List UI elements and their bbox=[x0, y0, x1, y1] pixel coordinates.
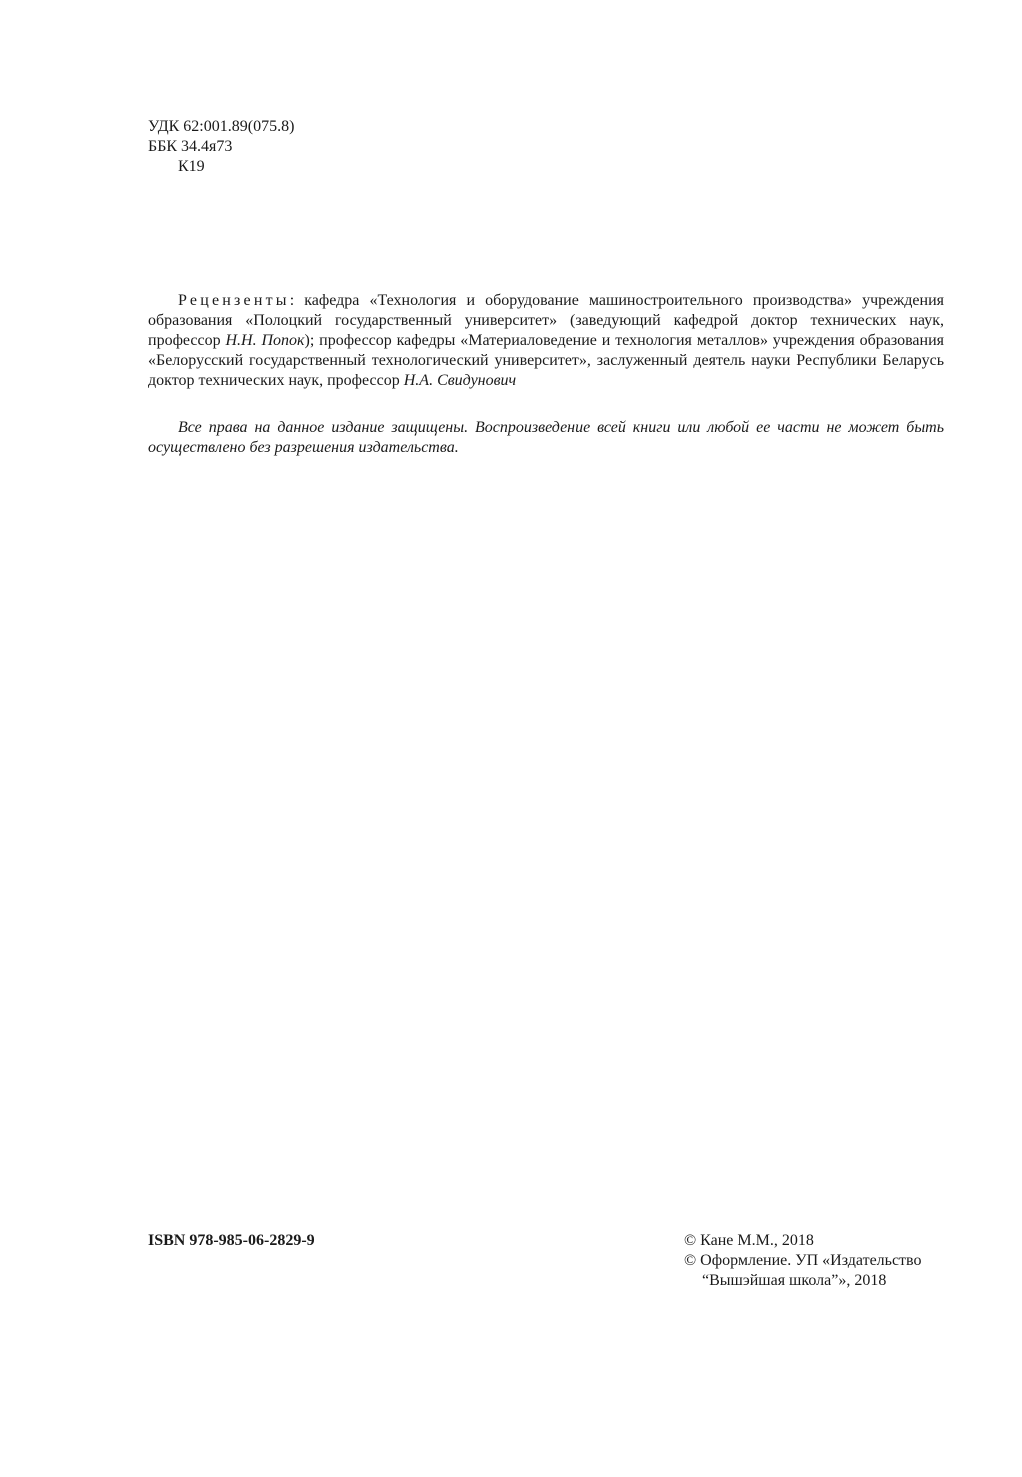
rights-text: Все права на данное издание защищены. Воспроизведение всей книги или любой ее части не может быть осуществлено без разрешения издательства. bbox=[148, 419, 944, 456]
classification-block bbox=[148, 117, 294, 177]
reviewers-paragraph bbox=[148, 291, 944, 391]
bbk-code: ББК 34.4я73 bbox=[148, 138, 233, 155]
copyright-block bbox=[684, 1231, 921, 1291]
author-mark: К19 bbox=[178, 158, 205, 175]
copyright-publisher: “Вышэйшая школа”», 2018 bbox=[702, 1272, 887, 1289]
rights-paragraph bbox=[148, 418, 944, 458]
reviewers-label: Рецензенты bbox=[178, 292, 290, 309]
copyright-design: © Оформление. УП «Издательство bbox=[684, 1252, 922, 1269]
reviewer-name-1: Н.Н. Попок bbox=[225, 332, 305, 349]
reviewers-text-2: ); профессор кафедры «Материаловедение и технология металлов» учреждения образования «Белорусский государственный технологический университет», заслуженный деятель науки Республики Беларусь доктор технических наук, профессор bbox=[148, 332, 944, 389]
copyright-author: © Кане М.М., 2018 bbox=[684, 1232, 814, 1249]
reviewer-name-2: Н.А. Свидунович bbox=[403, 372, 517, 389]
reviewers-text-1: : кафедра «Технология и оборудование машиностроительного производства» учреждения образования «Полоцкий государственный университет» (заведующий кафедрой доктор технических наук, профессор bbox=[148, 292, 944, 349]
isbn-number: ISBN 978-985-06-2829-9 bbox=[148, 1232, 315, 1249]
udk-code: УДК 62:001.89(075.8) bbox=[148, 118, 295, 135]
